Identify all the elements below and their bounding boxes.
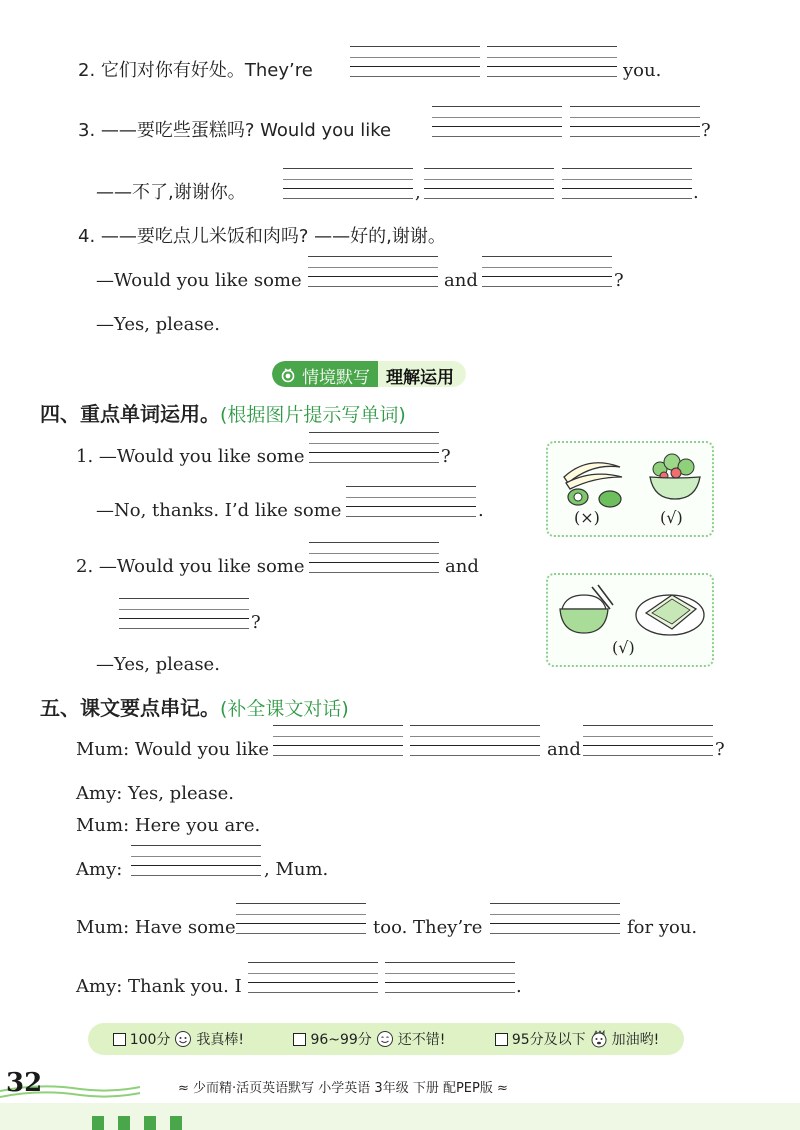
question-4-qmark: ? (614, 270, 624, 291)
score-label: 95分及以下 (511, 1032, 586, 1048)
footer-text: ≈ 少而精·活页英语默写 小学英语 3年级 下册 配PEP版 ≈ (178, 1081, 508, 1096)
part4-q1-qmark: ? (441, 446, 451, 467)
answer-blank[interactable] (350, 46, 480, 76)
dialogue-line-2: Amy: Yes, please. (76, 783, 234, 804)
period: . (693, 182, 699, 203)
checkbox[interactable] (113, 1033, 126, 1046)
page-number: 32 (6, 1068, 43, 1098)
self-assessment-bar (88, 1023, 684, 1055)
answer-blank[interactable] (283, 168, 413, 198)
answer-blank[interactable] (482, 256, 612, 286)
answer-blank[interactable] (131, 845, 261, 875)
part4-q2-reply: —Yes, please. (96, 654, 220, 675)
banana-fruit-icon (558, 449, 628, 509)
footer-decoration (0, 1063, 800, 1130)
section-5-title: 五、课文要点串记。 (40, 696, 220, 720)
score-comment: 加油哟! (611, 1032, 660, 1048)
pic-mark-check: (√) (612, 638, 635, 657)
answer-blank[interactable] (410, 725, 540, 755)
answer-blank[interactable] (309, 542, 439, 572)
score-comment: 还不错! (397, 1032, 446, 1048)
part4-q2-line1: 2. —Would you like some (76, 556, 305, 577)
dialogue-line-6: Amy: Thank you. I (76, 976, 242, 997)
answer-blank[interactable] (562, 168, 692, 198)
question-3-qmark: ? (701, 120, 711, 141)
dialogue-line-6-period: . (516, 976, 522, 997)
and-word: and (444, 270, 478, 291)
question-4-reply: —Yes, please. (96, 314, 220, 335)
smile-face-icon (376, 1030, 394, 1048)
dialogue-line-4: Amy: (76, 859, 123, 880)
meat-plate-icon (632, 583, 708, 639)
question-4-text: 4. ——要吃点儿米饭和肉吗? ——好的,谢谢。 (78, 226, 446, 247)
checkbox[interactable] (293, 1033, 306, 1046)
answer-blank[interactable] (570, 106, 700, 136)
pic-mark-check: (√) (660, 508, 683, 527)
part4-q1-period: . (478, 500, 484, 521)
banner-left-label: 情境默写 (302, 367, 370, 387)
answer-blank[interactable] (308, 256, 438, 286)
answer-blank[interactable] (385, 962, 515, 992)
question-3-text: 3. ——要吃些蛋糕吗? Would you like (78, 120, 392, 141)
and-word: and (547, 739, 581, 760)
part4-q1-line1: 1. —Would you like some (76, 446, 305, 467)
dialogue-line-4-end: , Mum. (264, 859, 329, 880)
answer-blank[interactable] (424, 168, 554, 198)
section-4-heading (40, 398, 406, 427)
picture-box-rice-meat (546, 573, 714, 667)
answer-blank[interactable] (583, 725, 713, 755)
part4-q1-line2: —No, thanks. I’d like some (96, 500, 342, 521)
picture-box-fruit-salad (546, 441, 714, 537)
dialogue-line-5-end: for you. (627, 917, 698, 938)
score-comment: 我真棒! (196, 1032, 245, 1048)
medal-icon (280, 367, 296, 383)
section-5-heading (40, 692, 349, 721)
answer-blank[interactable] (119, 598, 249, 628)
question-4-english: —Would you like some (96, 270, 302, 291)
score-label: 100分 (129, 1032, 171, 1048)
proud-face-icon (174, 1030, 192, 1048)
section-4-hint: (根据图片提示写单词) (220, 404, 406, 426)
question-2-end: you. (623, 60, 662, 81)
pic-mark-x: (×) (574, 508, 600, 527)
score-option-100[interactable] (113, 1029, 244, 1049)
section-4-title: 四、重点单词运用。 (40, 402, 220, 426)
answer-blank[interactable] (236, 903, 366, 933)
score-option-96-99[interactable] (293, 1029, 445, 1049)
answer-blank[interactable] (248, 962, 378, 992)
question-3-reply: ——不了,谢谢你。 (96, 182, 246, 203)
section-banner (272, 361, 466, 387)
answer-blank[interactable] (490, 903, 620, 933)
part4-q2-qmark: ? (251, 612, 261, 633)
section-5-hint: (补全课文对话) (220, 698, 349, 720)
answer-blank[interactable] (273, 725, 403, 755)
checkbox[interactable] (495, 1033, 508, 1046)
answer-blank[interactable] (309, 432, 439, 462)
dialogue-line-1-qmark: ? (715, 739, 725, 760)
score-option-95-below[interactable] (495, 1029, 659, 1049)
cheer-face-icon (590, 1030, 608, 1048)
and-word: and (445, 556, 479, 577)
salad-bowl-icon (646, 449, 704, 503)
dialogue-line-5-mid: too. They’re (373, 917, 483, 938)
dialogue-line-5: Mum: Have some (76, 917, 236, 938)
question-2-text: 2. 它们对你有好处。They’re (78, 60, 313, 81)
banner-right-label: 理解运用 (386, 367, 454, 387)
dialogue-line-1: Mum: Would you like (76, 739, 269, 760)
answer-blank[interactable] (432, 106, 562, 136)
comma: , (415, 182, 421, 203)
answer-blank[interactable] (346, 486, 476, 516)
dialogue-line-3: Mum: Here you are. (76, 815, 261, 836)
rice-bowl-icon (556, 583, 616, 639)
score-label: 96~99分 (310, 1032, 372, 1048)
answer-blank[interactable] (487, 46, 617, 76)
